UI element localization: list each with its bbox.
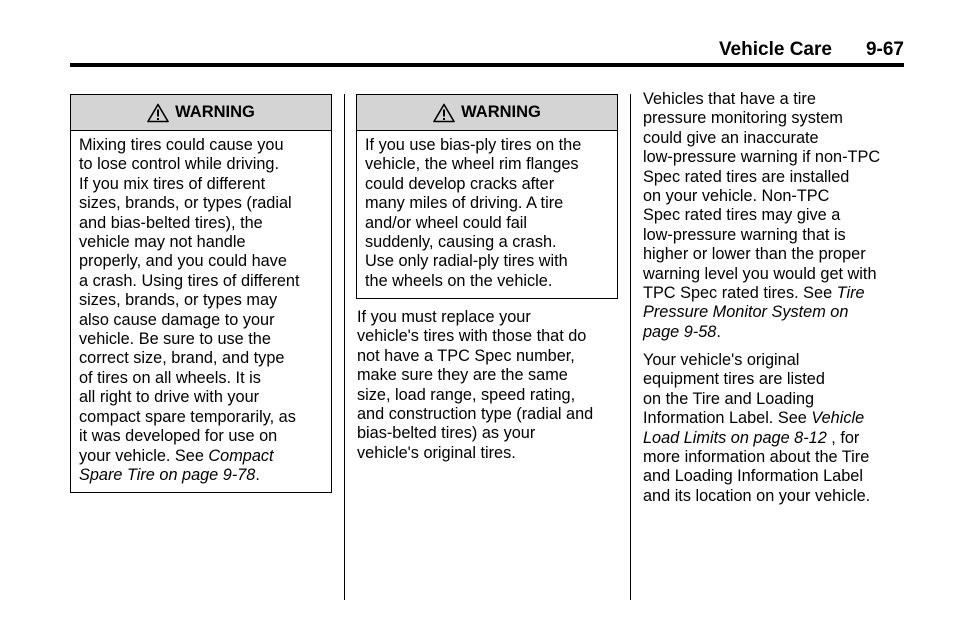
warning-line (79, 447, 323, 466)
body-line: low-pressure warning that is (643, 225, 846, 244)
body-line: size, load range, speed rating, (357, 385, 576, 404)
warning-line: and/or wheel could fail (365, 213, 528, 232)
header-rule (70, 63, 904, 67)
cross-reference-link[interactable]: page 9-58 (643, 322, 717, 341)
cross-reference-link[interactable]: Vehicle (811, 409, 865, 428)
body-line: Your vehicle's original (643, 351, 800, 369)
punctuation: . (255, 465, 260, 484)
body-text: Information Label. See (643, 409, 812, 428)
body-line: vehicle's tires with those that do (357, 327, 587, 346)
warning-triangle-icon (433, 103, 455, 123)
body-line: Spec rated tires may give a (643, 206, 841, 225)
body-line (643, 409, 870, 428)
body-line: warning level you would get with (643, 264, 877, 283)
warning-line: If you mix tires of different (79, 174, 266, 193)
warning-line: also cause damage to your (79, 310, 275, 329)
warning-line: it was developed for use on (79, 427, 278, 446)
body-line: low-pressure warning if non-TPC (643, 148, 881, 167)
warning-line: If you use bias-ply tires on the (365, 136, 582, 154)
warning-line: all right to drive with your (79, 388, 260, 407)
body-line: and construction type (radial and (357, 405, 594, 424)
cross-reference-link[interactable]: Spare Tire on page 9-78 (79, 465, 256, 484)
column-divider-2 (630, 94, 631, 600)
body-line (643, 323, 880, 342)
body-line (643, 429, 870, 448)
warning-line: compact spare temporarily, as (79, 407, 296, 426)
body-line: pressure monitoring system (643, 109, 843, 128)
warning-header (71, 95, 331, 131)
body-line: more information about the Tire (643, 448, 870, 467)
warning-box-mixing-tires (70, 94, 332, 493)
body-line: equipment tires are listed (643, 370, 825, 389)
punctuation: . (716, 322, 721, 341)
page-number: 9-67 (865, 39, 904, 60)
warning-line: sizes, brands, or types may (79, 291, 278, 310)
section-title: Vehicle Care (718, 39, 832, 60)
body-line: on your vehicle. Non-TPC (643, 187, 830, 206)
warning-triangle-icon (147, 103, 169, 123)
warning-box-bias-ply (356, 94, 618, 299)
warning-line: vehicle may not handle (79, 233, 246, 252)
warning-line: Use only radial-ply tires with (365, 252, 568, 271)
warning-line: correct size, brand, and type (79, 349, 285, 368)
body-line: make sure they are the same (357, 366, 568, 385)
warning-line: vehicle. Be sure to use the (79, 330, 271, 349)
warning-line: and bias-belted tires), the (79, 213, 263, 232)
original-tires-paragraph (643, 351, 870, 506)
warning-line (79, 466, 323, 485)
body-line: and its location on your vehicle. (643, 486, 871, 505)
warning-line: a crash. Using tires of different (79, 271, 300, 290)
body-line: Vehicles that have a tire (643, 90, 816, 108)
warning-line: sizes, brands, or types (radial (79, 194, 292, 213)
tire-replacement-paragraph (357, 308, 593, 463)
warning-line: vehicle, the wheel rim flanges (365, 155, 579, 174)
page-header (719, 39, 904, 61)
body-line: If you must replace your (357, 308, 531, 326)
body-line: vehicle's original tires. (357, 443, 516, 462)
warning-label: WARNING (175, 103, 255, 121)
body-line: not have a TPC Spec number, (357, 346, 575, 365)
cross-reference-link[interactable]: Compact (208, 446, 274, 465)
warning-line: the wheels on the vehicle. (365, 271, 553, 290)
body-line: bias-belted tires) as your (357, 424, 536, 443)
tpc-warning-paragraph (643, 90, 880, 342)
cross-reference-link[interactable]: Tire (836, 284, 865, 303)
warning-line: to lose control while driving. (79, 155, 279, 174)
warning-body (357, 131, 617, 297)
warning-line: properly, and you could have (79, 252, 287, 271)
body-line (643, 284, 880, 303)
warning-line: could develop cracks after (365, 174, 555, 193)
warning-line: suddenly, causing a crash. (365, 233, 557, 252)
body-line (643, 303, 880, 322)
warning-line: of tires on all wheels. It is (79, 368, 261, 387)
warning-label: WARNING (461, 103, 541, 121)
warning-text: your vehicle. See (79, 446, 209, 465)
cross-reference-link[interactable]: Pressure Monitor System on (643, 303, 849, 322)
column-divider-1 (344, 94, 345, 600)
warning-line: many miles of driving. A tire (365, 194, 564, 213)
warning-header (357, 95, 617, 131)
warning-body (71, 131, 331, 491)
body-line: higher or lower than the proper (643, 245, 866, 264)
body-text: TPC Spec rated tires. See (643, 284, 837, 303)
cross-reference-link[interactable]: Load Limits on page 8-12 (643, 428, 827, 447)
body-line: Spec rated tires are installed (643, 167, 850, 186)
body-line: could give an inaccurate (643, 128, 819, 147)
body-line: on the Tire and Loading (643, 389, 815, 408)
warning-line: Mixing tires could cause you (79, 136, 284, 154)
body-text: , for (826, 428, 860, 447)
body-line: and Loading Information Label (643, 467, 863, 486)
